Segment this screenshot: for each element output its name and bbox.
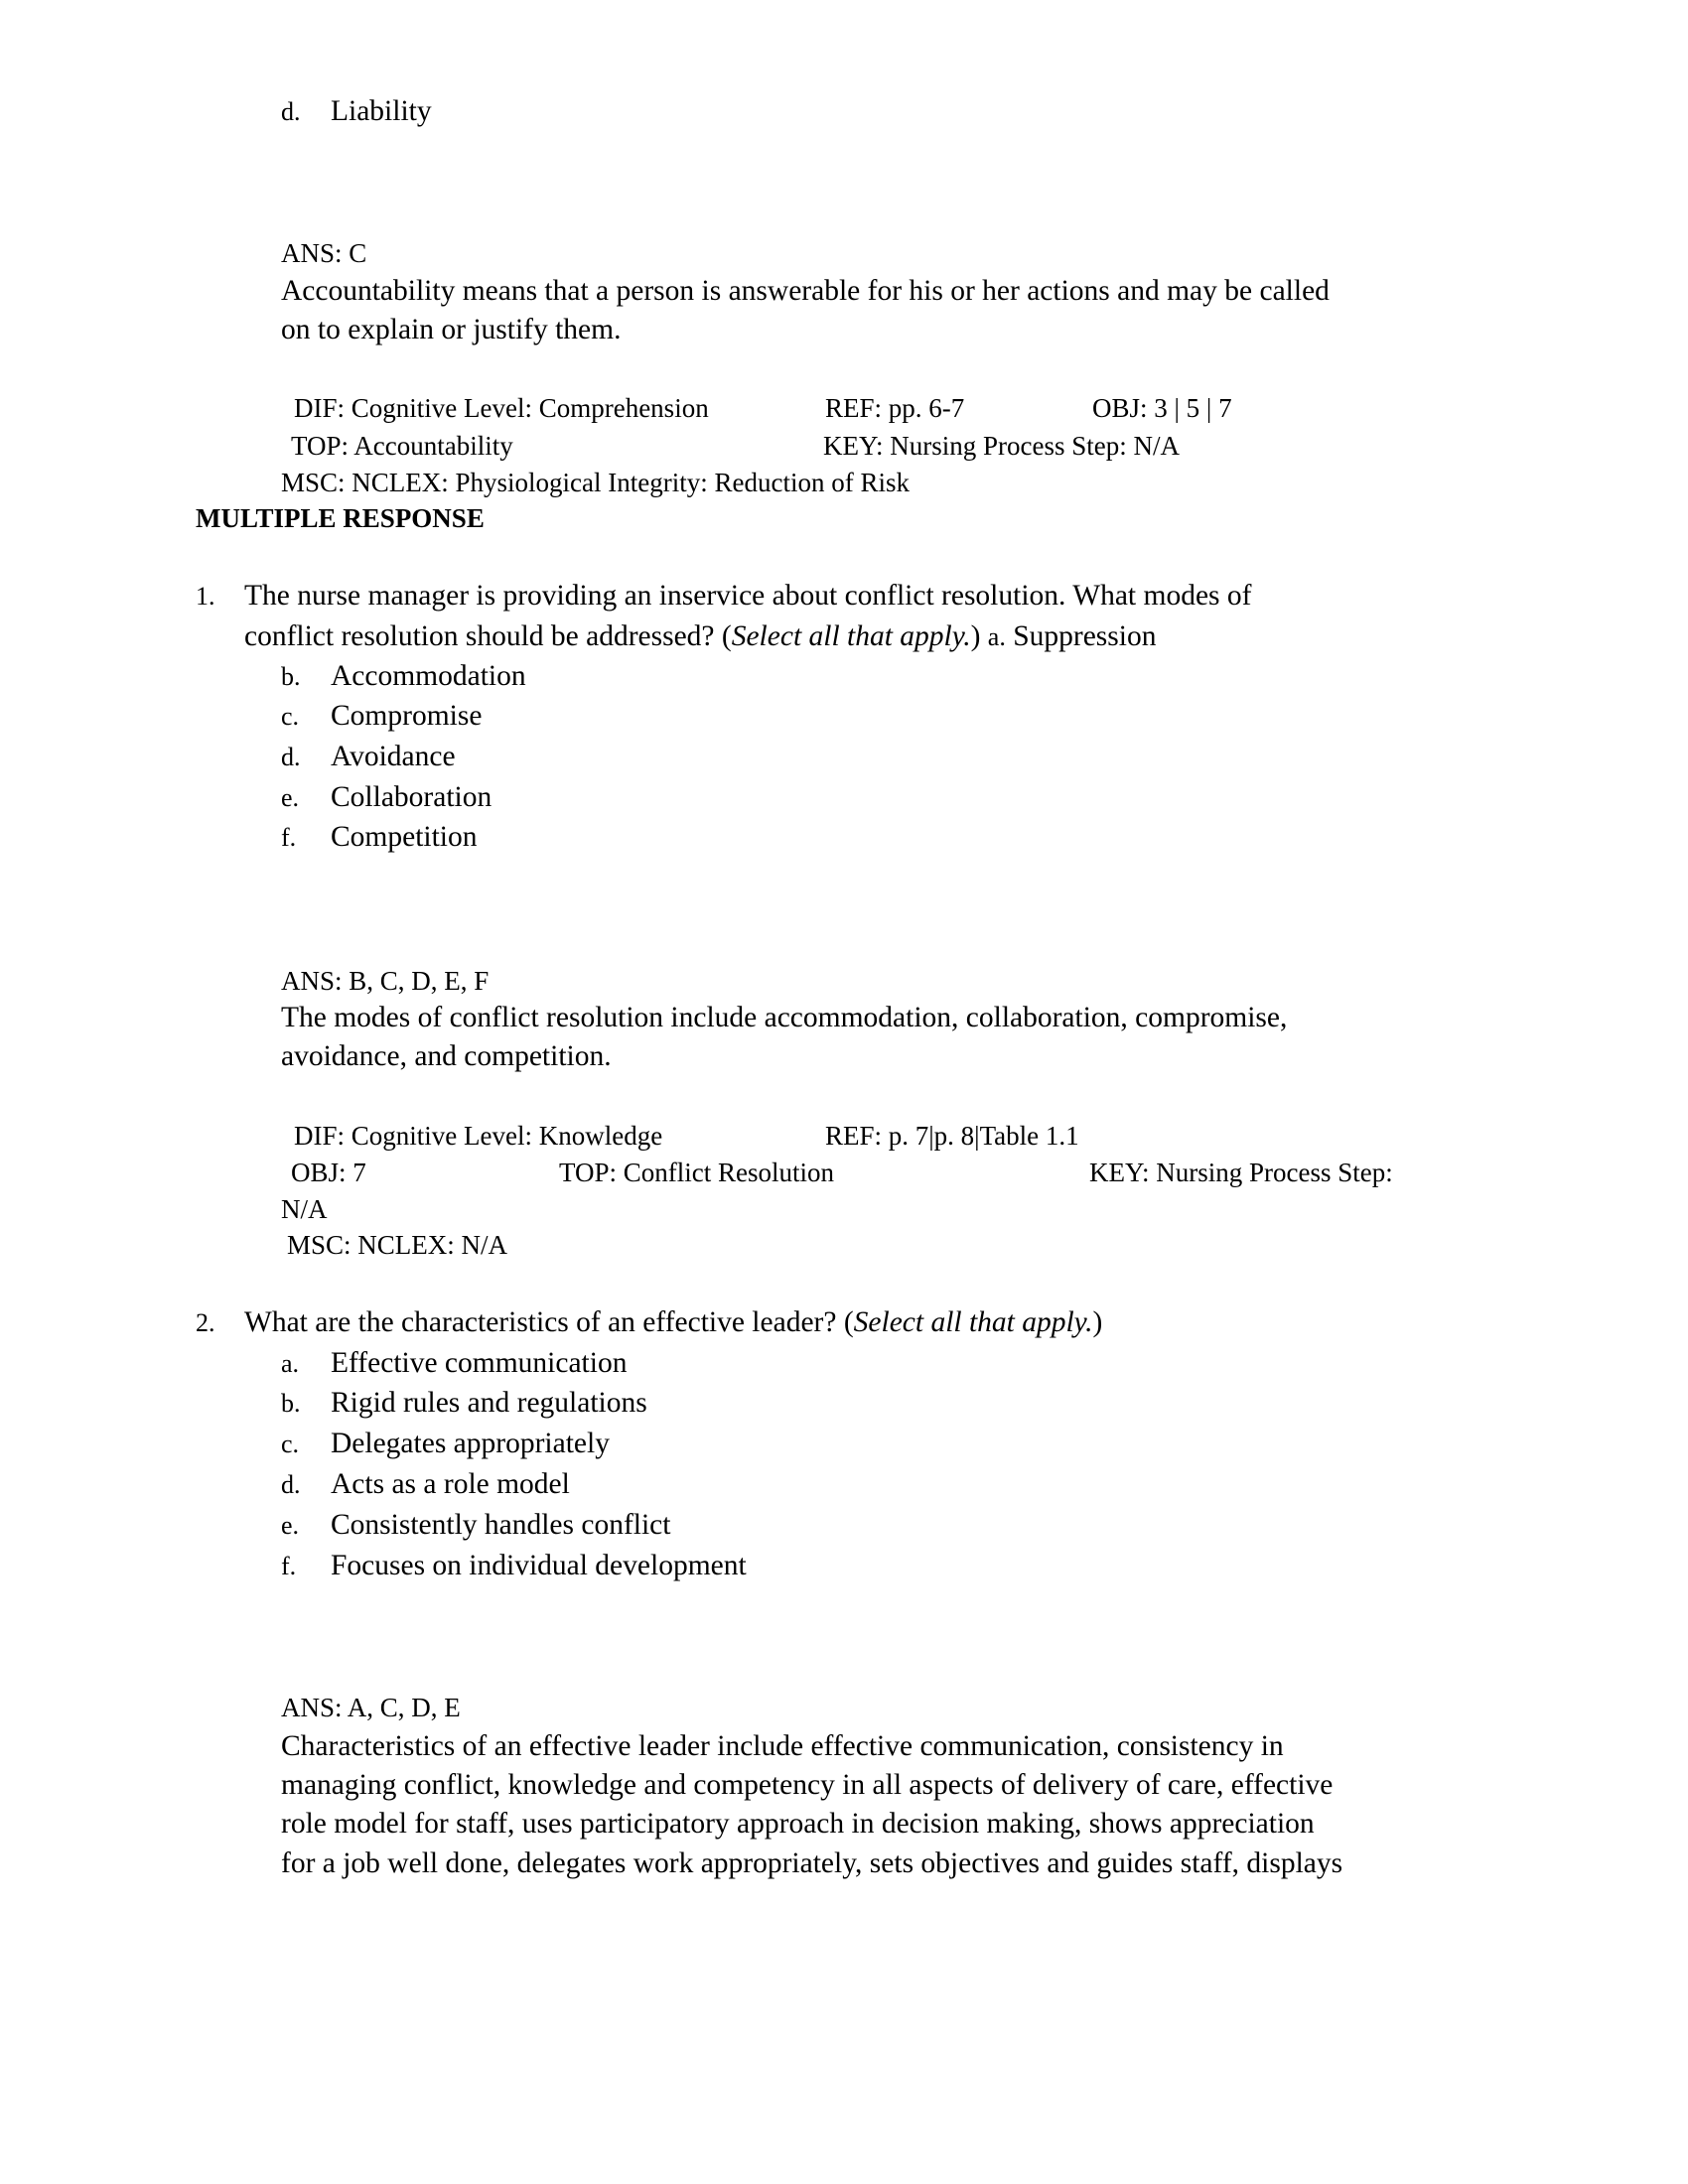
meta-ref: REF: p. 7|p. 8|Table 1.1 xyxy=(825,1121,1079,1151)
question-number: 2. xyxy=(196,1308,215,1337)
meta-top: TOP: Conflict Resolution xyxy=(559,1158,835,1187)
option-letter: c. xyxy=(281,702,300,731)
rationale-line: Characteristics of an effective leader include effective communication, consistency in xyxy=(281,1730,1284,1762)
option-letter: c. xyxy=(281,1430,300,1458)
rationale-line: on to explain or justify them. xyxy=(281,314,622,345)
option-letter: b. xyxy=(281,662,301,691)
option-text: Liability xyxy=(331,95,432,127)
question-stem-line xyxy=(244,1308,1102,1338)
option-letter: f. xyxy=(281,1552,297,1580)
select-all-instruction: Select all that apply. xyxy=(731,620,971,652)
option-letter: f. xyxy=(281,823,297,852)
option-text: Compromise xyxy=(331,700,483,732)
meta-obj: OBJ: 3 | 5 | 7 xyxy=(1092,393,1232,423)
section-heading: MULTIPLE RESPONSE xyxy=(196,503,485,533)
option-text: Acts as a role model xyxy=(331,1468,570,1500)
question-number: 1. xyxy=(196,582,215,611)
meta-obj: OBJ: 7 xyxy=(291,1158,366,1187)
option-letter: d. xyxy=(281,1470,301,1499)
rationale-line: Accountability means that a person is answerable for his or her actions and may be called xyxy=(281,275,1330,307)
meta-msc: MSC: NCLEX: N/A xyxy=(287,1230,508,1260)
option-text: Rigid rules and regulations xyxy=(331,1387,647,1419)
option-letter: e. xyxy=(281,1511,300,1540)
question-stem-line: The nurse manager is providing an inservice about conflict resolution. What modes of xyxy=(244,580,1252,612)
option-text: Competition xyxy=(331,821,478,853)
meta-dif: DIF: Cognitive Level: Knowledge xyxy=(294,1121,663,1151)
meta-key-wrap: N/A xyxy=(281,1194,328,1224)
stem-text: conflict resolution should be addressed? ( xyxy=(244,620,732,652)
stem-text: What are the characteristics of an effective leader? ( xyxy=(244,1306,854,1338)
meta-key: KEY: Nursing Process Step: N/A xyxy=(823,431,1181,461)
option-text: Delegates appropriately xyxy=(331,1428,610,1459)
answer-key: ANS: C xyxy=(281,238,367,268)
meta-msc: MSC: NCLEX: Physiological Integrity: Reduction of Risk xyxy=(281,468,910,497)
meta-key: KEY: Nursing Process Step: xyxy=(1089,1158,1393,1187)
option-letter: a. xyxy=(281,1349,300,1378)
meta-ref: REF: pp. 6-7 xyxy=(825,393,965,423)
option-text: Accommodation xyxy=(331,660,526,692)
select-all-instruction: Select all that apply. xyxy=(853,1306,1093,1338)
option-letter: d. xyxy=(281,743,301,771)
option-letter: e. xyxy=(281,783,300,812)
answer-key: ANS: A, C, D, E xyxy=(281,1693,461,1722)
option-letter: a. xyxy=(987,622,1006,651)
rationale-line: for a job well done, delegates work appropriately, sets objectives and guides staff, displays xyxy=(281,1847,1343,1879)
option-text: Consistently handles conflict xyxy=(331,1509,671,1541)
stem-text: ) xyxy=(1092,1306,1103,1338)
rationale-line: role model for staff, uses participatory approach in decision making, shows appreciation xyxy=(281,1808,1315,1840)
rationale-line: avoidance, and competition. xyxy=(281,1040,612,1072)
option-text: Suppression xyxy=(1013,620,1157,652)
rationale-line: The modes of conflict resolution include accommodation, collaboration, compromise, xyxy=(281,1002,1288,1033)
option-text: Focuses on individual development xyxy=(331,1550,747,1581)
meta-top: TOP: Accountability xyxy=(291,431,513,461)
answer-key: ANS: B, C, D, E, F xyxy=(281,966,490,996)
option-text: Collaboration xyxy=(331,781,492,813)
question-stem-line xyxy=(244,622,1156,652)
meta-dif: DIF: Cognitive Level: Comprehension xyxy=(294,393,709,423)
rationale-line: managing conflict, knowledge and competency in all aspects of delivery of care, effective xyxy=(281,1769,1334,1801)
option-letter: b. xyxy=(281,1389,301,1418)
stem-text: ) xyxy=(970,620,981,652)
option-letter: d. xyxy=(281,97,301,126)
option-text: Avoidance xyxy=(331,741,456,772)
option-text: Effective communication xyxy=(331,1347,628,1379)
